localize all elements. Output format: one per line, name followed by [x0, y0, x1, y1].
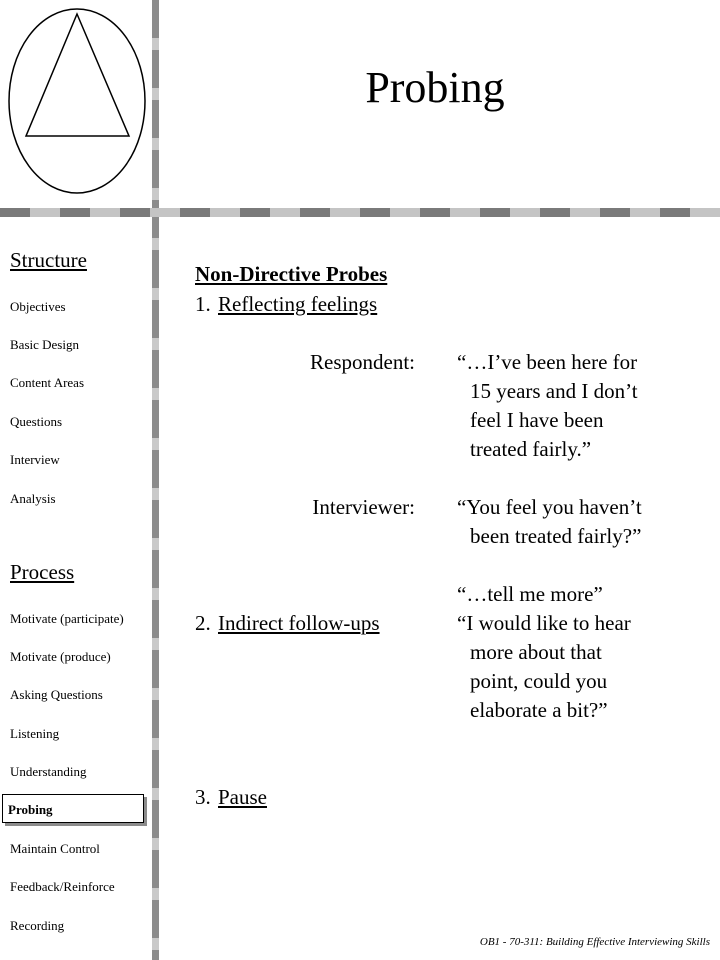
nav-item-interview[interactable]: Interview [10, 452, 60, 467]
slide-footer: OB1 - 70-311: Building Effective Interviewing Skills [479, 936, 710, 948]
respondent-label: Respondent: [310, 350, 415, 374]
nav-item-questions[interactable]: Questions [10, 414, 62, 429]
respondent-line-4: treated fairly.” [470, 437, 592, 461]
nav-item-motivate-produce[interactable]: Motivate (produce) [10, 649, 111, 664]
content-heading: Non-Directive Probes [195, 262, 388, 286]
respondent-line-3: feel I have been [470, 408, 604, 432]
horizontal-divider [0, 208, 720, 217]
nav-item-motivate-participate[interactable]: Motivate (participate) [10, 611, 124, 626]
interviewer-label: Interviewer: [312, 495, 415, 519]
interviewer-line-2: been treated fairly?” [470, 524, 642, 548]
item2-number: 2. [195, 611, 211, 635]
item3-number: 3. [195, 785, 211, 809]
item2-line-2: more about that [470, 640, 602, 664]
nav-item-understanding[interactable]: Understanding [10, 764, 87, 779]
item1-number: 1. [195, 292, 211, 316]
respondent-line-1: “…I’ve been here for [457, 350, 638, 374]
nav-item-asking-questions[interactable]: Asking Questions [10, 687, 103, 702]
nav-item-basic-design[interactable]: Basic Design [10, 337, 79, 352]
nav-item-objectives[interactable]: Objectives [10, 299, 66, 314]
nav-item-maintain-control[interactable]: Maintain Control [10, 841, 100, 856]
structure-heading: Structure [10, 248, 87, 272]
item3-label: Pause [218, 785, 267, 809]
tell-me-more: “…tell me more” [457, 582, 603, 606]
vertical-divider [152, 0, 159, 960]
nav-item-probing-label: Probing [8, 802, 53, 817]
item1-label: Reflecting feelings [218, 292, 378, 316]
item2-label: Indirect follow-ups [218, 611, 380, 635]
slide-title: Probing [365, 63, 505, 112]
nav-item-listening[interactable]: Listening [10, 726, 60, 741]
triangle-circle-logo [0, 0, 155, 205]
nav-item-recording[interactable]: Recording [10, 918, 65, 933]
nav-item-content-areas[interactable]: Content Areas [10, 375, 85, 390]
process-heading: Process [10, 560, 75, 584]
item2-line-4: elaborate a bit?” [470, 698, 608, 722]
nav-item-feedback-reinforce[interactable]: Feedback/Reinforce [10, 879, 115, 894]
item2-line-1: “I would like to hear [457, 611, 631, 635]
interviewer-line-1: “You feel you haven’t [457, 495, 642, 519]
item2-line-3: point, could you [470, 669, 608, 693]
respondent-line-2: 15 years and I don’t [470, 379, 638, 403]
nav-item-analysis[interactable]: Analysis [10, 491, 56, 506]
